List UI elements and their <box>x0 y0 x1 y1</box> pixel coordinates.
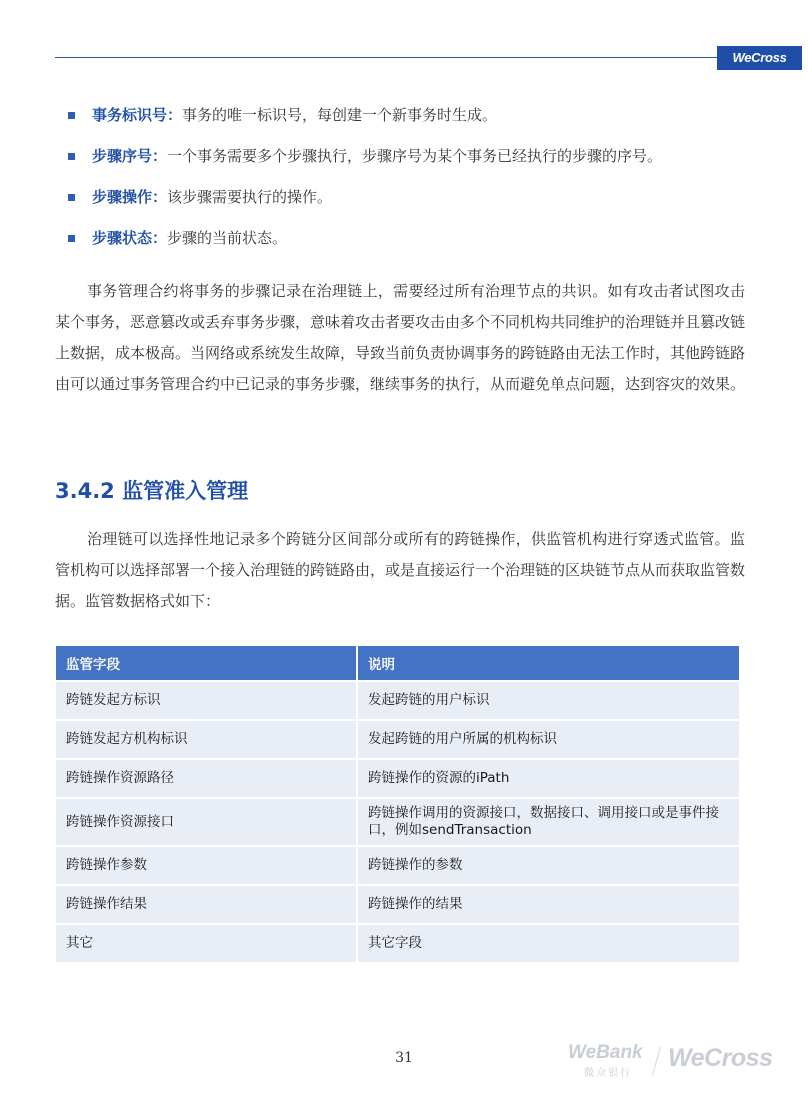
table-cell-description: 发起跨链的用户标识 <box>358 680 739 719</box>
table-cell-description: 跨链操作的资源的iPath <box>358 758 739 797</box>
square-bullet-icon <box>68 153 75 160</box>
square-bullet-icon <box>68 235 75 242</box>
table-cell-field: 跨链操作资源路径 <box>56 758 358 797</box>
header-brand-logo: WeCross <box>717 46 802 70</box>
header-rule <box>55 57 717 58</box>
page-number: 31 <box>395 1050 413 1066</box>
bullet-text: 该步骤需要执行的操作。 <box>167 188 333 206</box>
table-cell-description: 跨链操作的结果 <box>358 884 739 923</box>
table-cell-field: 跨链发起方标识 <box>56 680 358 719</box>
bullet-term: 事务标识号： <box>92 106 183 124</box>
table-header-cell: 监管字段 <box>56 646 358 680</box>
bullet-text: 步骤的当前状态。 <box>167 229 288 247</box>
table-cell-description: 其它字段 <box>358 923 739 962</box>
bullet-item <box>68 103 758 144</box>
wecross-logo: WeCross <box>668 1044 773 1072</box>
table-cell-field: 跨链操作参数 <box>56 845 358 884</box>
bullet-item <box>68 144 758 185</box>
table-row <box>56 923 739 962</box>
bullet-term: 步骤状态： <box>92 229 168 247</box>
bullet-text: 事务的唯一标识号，每创建一个新事务时生成。 <box>182 106 498 124</box>
table-cell-description: 发起跨链的用户所属的机构标识 <box>358 719 739 758</box>
paragraph-supervision: 治理链可以选择性地记录多个跨链分区间部分或所有的跨链操作，供监管机构进行穿透式监管。监管机构可以选择部署一个接入治理链的跨链路由，或是直接运行一个治理链的区块链节点从而获取监管数据。监管数据格式如下： <box>55 530 746 610</box>
section-title: 3.4.2 监管准入管理 <box>55 479 249 503</box>
bullet-term: 步骤操作： <box>92 188 168 206</box>
table-row <box>56 884 739 923</box>
bullet-term: 步骤序号： <box>92 147 168 165</box>
table-cell-description: 跨链操作的参数 <box>358 845 739 884</box>
logo-divider <box>652 1046 661 1075</box>
supervision-data-table <box>56 646 739 962</box>
table-row <box>56 797 739 845</box>
square-bullet-icon <box>68 112 75 119</box>
table-row <box>56 845 739 884</box>
table-row <box>56 680 739 719</box>
bullet-text: 一个事务需要多个步骤执行，步骤序号为某个事务已经执行的步骤的序号。 <box>167 147 663 165</box>
footer-logos <box>568 1042 798 1082</box>
table-header-cell: 说明 <box>358 646 739 680</box>
table-cell-field: 跨链操作结果 <box>56 884 358 923</box>
field-bullet-list <box>68 103 758 267</box>
bullet-item <box>68 226 758 267</box>
webank-logo: WeBank <box>568 1042 643 1063</box>
square-bullet-icon <box>68 194 75 201</box>
table-row <box>56 758 739 797</box>
table-cell-description: 跨链操作调用的资源接口，数据接口、调用接口或是事件接口，例如sendTransaction <box>358 797 739 845</box>
bullet-item <box>68 185 758 226</box>
paragraph-transaction-management: 事务管理合约将事务的步骤记录在治理链上，需要经过所有治理节点的共识。如有攻击者试图攻击某个事务，恶意篡改或丢弃事务步骤，意味着攻击者要攻击由多个不同机构共同维护的治理链并且篡改链上数据，成本极高。当网络或系统发生故障，导致当前负责协调事务的跨链路由无法工作时，其他跨链路由可以通过事务管理合约中已记录的事务步骤，继续事务的执行，从而避免单点问题，达到容灾的效果。 <box>55 282 746 393</box>
webank-logo-subtitle: 微众银行 <box>584 1068 632 1079</box>
table-cell-field: 跨链操作资源接口 <box>56 797 358 845</box>
table-header-row <box>56 646 739 680</box>
table-row <box>56 719 739 758</box>
table-cell-field: 其它 <box>56 923 358 962</box>
table-cell-field: 跨链发起方机构标识 <box>56 719 358 758</box>
